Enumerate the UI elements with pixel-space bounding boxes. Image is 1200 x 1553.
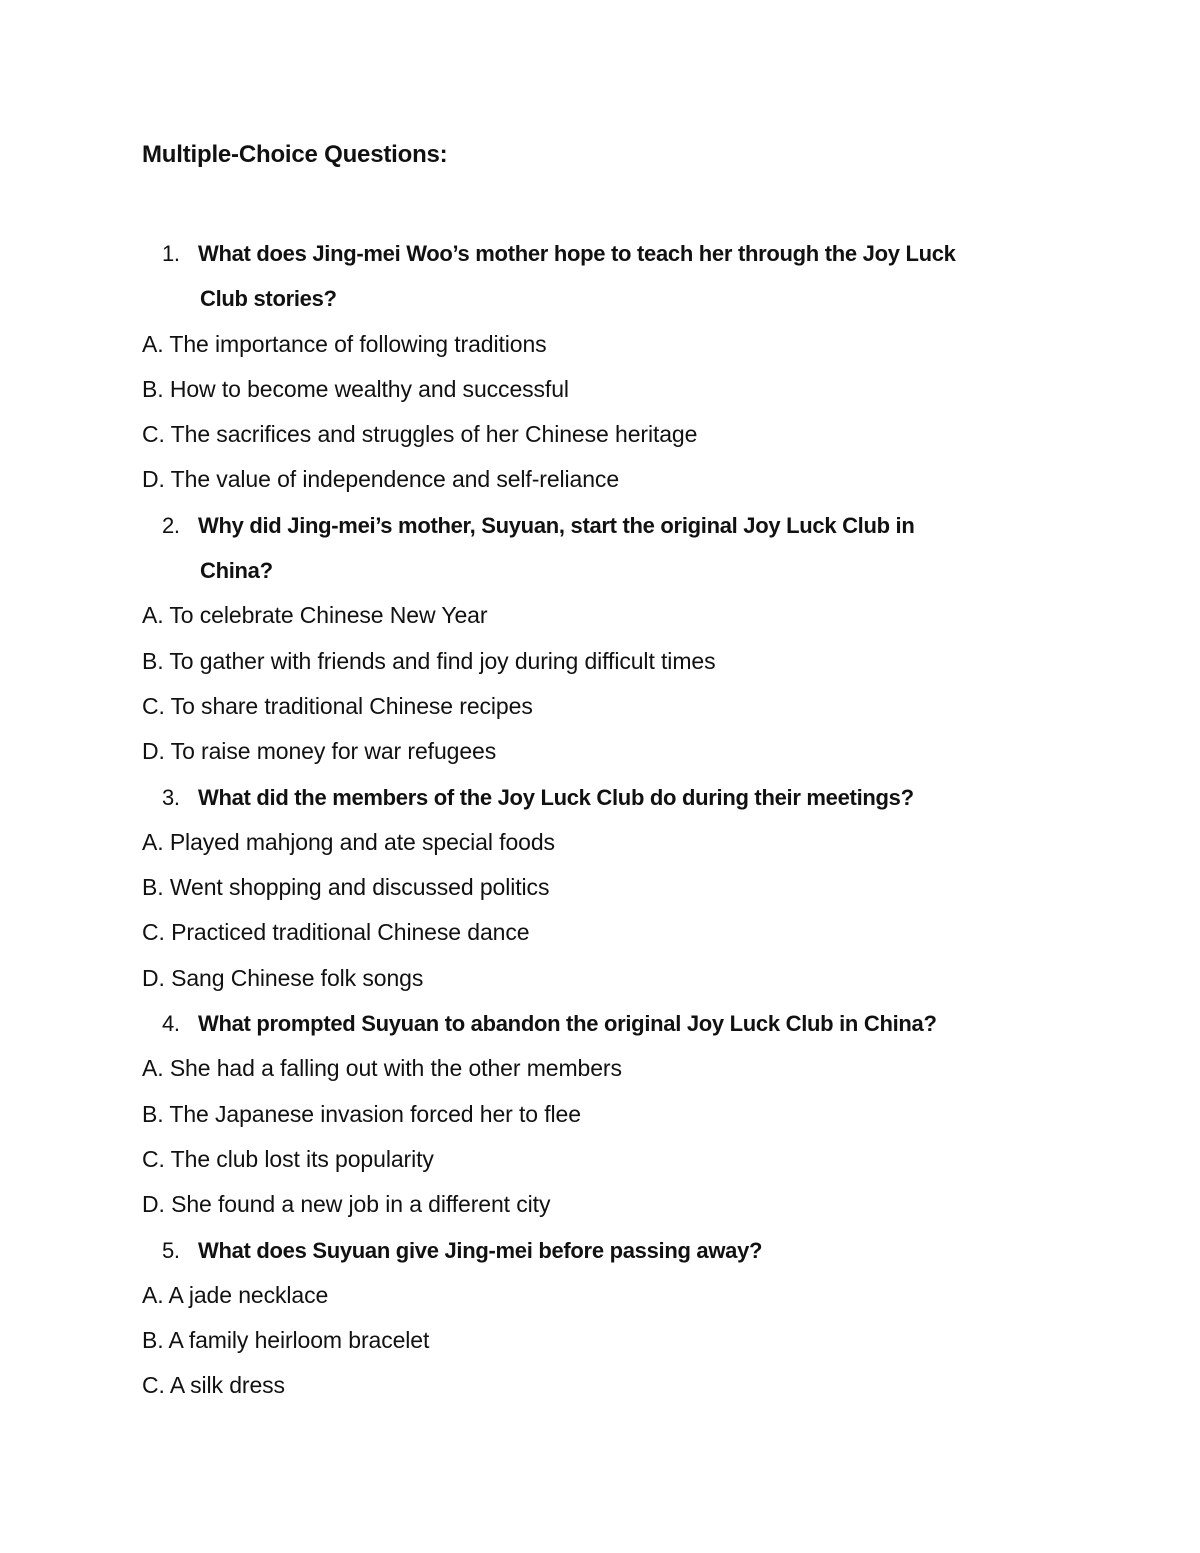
question-text: What did the members of the Joy Luck Club do during their meetings? xyxy=(198,784,914,810)
option-a: A. She had a falling out with the other members xyxy=(142,1055,622,1082)
question-5 xyxy=(142,1228,1072,1273)
page-title: Multiple-Choice Questions: xyxy=(142,141,448,168)
option-a: A. The importance of following traditions xyxy=(142,330,547,357)
question-1 xyxy=(142,231,1072,276)
option-c: C. The sacrifices and struggles of her Chinese heritage xyxy=(142,421,698,448)
question-number: 1. xyxy=(162,241,180,266)
option-b: B. To gather with friends and find joy during difficult times xyxy=(142,647,716,674)
question-list xyxy=(142,231,1072,1409)
option-a: A. A jade necklace xyxy=(142,1281,329,1308)
question-number: 2. xyxy=(162,512,180,538)
question-2 xyxy=(142,503,1072,548)
option-b: B. The Japanese invasion forced her to flee xyxy=(142,1100,581,1127)
option-c: C. To share traditional Chinese recipes xyxy=(142,692,533,719)
question-text: Why did Jing-mei’s mother, Suyuan, start the original Joy Luck Club in xyxy=(198,512,915,538)
question-4 xyxy=(142,1001,1072,1046)
option-c: C. A silk dress xyxy=(142,1372,285,1399)
option-c: C. Practiced traditional Chinese dance xyxy=(142,919,530,946)
option-b: B. A family heirloom bracelet xyxy=(142,1327,430,1354)
question-number: 3. xyxy=(162,784,180,810)
option-c: C. The club lost its popularity xyxy=(142,1145,434,1172)
question-2-continued: China? xyxy=(200,558,273,584)
option-a: A. To celebrate Chinese New Year xyxy=(142,602,488,629)
question-3 xyxy=(142,775,1072,820)
option-d: D. To raise money for war refugees xyxy=(142,738,497,765)
option-d: D. Sang Chinese folk songs xyxy=(142,964,424,991)
question-1-continued: Club stories? xyxy=(200,286,337,312)
question-text: What does Suyuan give Jing-mei before passing away? xyxy=(198,1237,763,1263)
question-number: 5. xyxy=(162,1237,180,1263)
option-a: A. Played mahjong and ate special foods xyxy=(142,828,555,855)
question-text: What prompted Suyuan to abandon the original Joy Luck Club in China? xyxy=(198,1011,937,1037)
option-b: B. How to become wealthy and successful xyxy=(142,375,569,402)
option-d: D. She found a new job in a different city xyxy=(142,1191,551,1218)
option-d: D. The value of independence and self-reliance xyxy=(142,466,620,493)
question-text: What does Jing-mei Woo’s mother hope to teach her through the Joy Luck xyxy=(198,241,956,266)
question-number: 4. xyxy=(162,1011,180,1037)
option-b: B. Went shopping and discussed politics xyxy=(142,874,550,901)
